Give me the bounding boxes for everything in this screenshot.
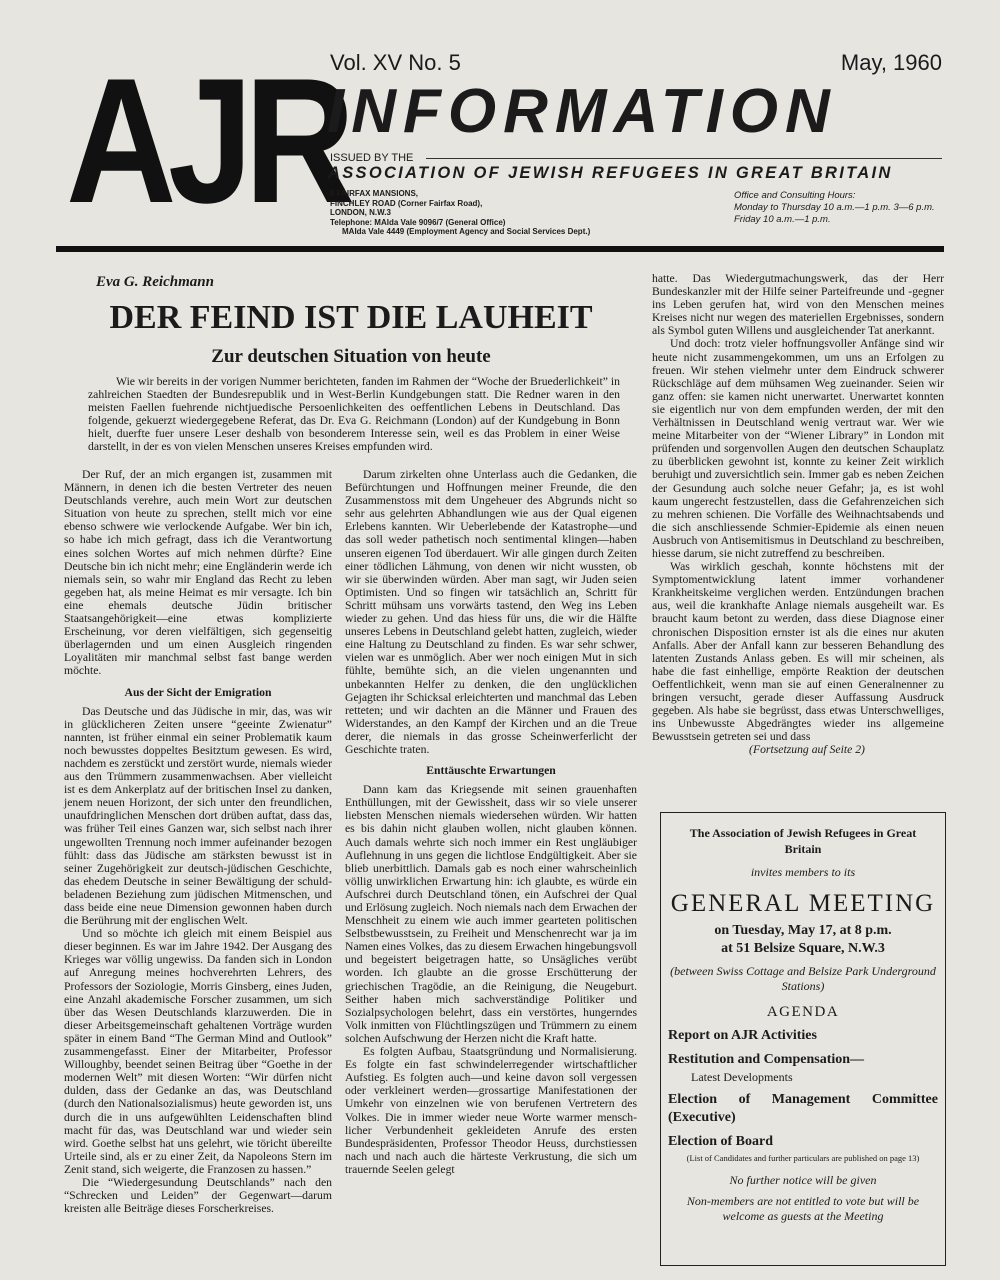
notice-date: on Tuesday, May 17, at 8 p.m. bbox=[714, 923, 892, 938]
issued-rule bbox=[426, 158, 942, 159]
article-byline: Eva G. Reichmann bbox=[96, 274, 214, 290]
masthead-rule bbox=[56, 246, 944, 252]
office-address bbox=[330, 189, 670, 237]
agenda-item: Restitution and Compensation— bbox=[668, 1052, 865, 1067]
article-column-2 bbox=[345, 468, 637, 1176]
notice-no-further: No further notice will be given bbox=[729, 1173, 877, 1187]
paragraph: Die “Wiedergesundung Deutschlands” nach den “Schrecken und Leiden” der Gegenwart—darum kreisten alle Beiträge dieses Forscherkreises. bbox=[64, 1175, 332, 1216]
notice-association: The Association of Jewish Refugees in Great Britain bbox=[689, 826, 917, 856]
article-column-3 bbox=[652, 272, 944, 756]
general-meeting-notice bbox=[660, 812, 946, 1266]
address-line: MAIda Vale 4449 (Employment Agency and Social Services Dept.) bbox=[342, 227, 591, 236]
volume-number: Vol. XV No. 5 bbox=[330, 50, 461, 75]
office-hours bbox=[734, 190, 935, 226]
paragraph: Und doch: trotz vieler hoffnungsvoller Anfänge sind wir heute nicht zusammengekommen, um uns an Erfolgen zu freuen. Wir stehen vielmehr unter dem Eindruck schwerer Rückschläge auf dem mühsamen Weg zueinander. Seien wir ganz offen: sie kamen nicht unerwartet. Unerwartet konnten sie eigentlich nur von dem empfunden werden, der mit den Verhältnissen in Deutschland wenig vertraut war. Wer wie meine Mitarbeiter von der “Wiener Library” in London mit prüfenden und sorgenvollen Augen den deutschen Schauplatz zu überblicken gewohnt ist, konnte zu keiner Zeit wirklich beruhigt und zuversichtlich sein. Immer gab es neben Zeichen der Gesundung auch solche neuer Gefahr; ja, es ist wohl kaum ungerecht festzustellen, dass die Gefahrenzeichen sich zu mehren schienen. Die Vorfälle des Weihnachtsabends und die sich anschliessende Schmier-Epidemie als einen neuen Ausbruch von Antisemitismus in Deutschland zu beschreiben, hiesse darum, sie nicht zutreffend zu beschreiben. bbox=[652, 337, 944, 560]
agenda-item: Election of Board bbox=[668, 1134, 773, 1149]
article-intro: Wie wir bereits in der vorigen Nummer berichteten, fanden im Rahmen der “Woche der Bruederlichkeit” in zahlreichen Staedten der Bundesrepublik und in West-Berlin Kundgebungen statt. Die Redner waren in den meisten Faellen fuehrende nichtjuedische Persoenlichkeiten des oeffentlichen Lebens in Deutschland. Das folgende, gekuerzt wiedergegebene Referat, das Dr. Eva G. Reichmann (London) auf der Kundgebung in Bonn hielt, duerfte fuer unsere Leser deshalb von besonderem Interesse sein, weil es das Problem in einer Weise darstellt, in der es von vielen Menschen unseres Kreises empfunden wird. bbox=[88, 375, 620, 453]
paragraph: Der Ruf, der an mich ergangen ist, zusammen mit Männern, in denen ich die besten Vertreter des neuen Deutschlands verehre, auch mein Wort zur deutschen Situation von heute zu sprechen, stellt mich vor eine ebenso schwere wie verlockende Aufgabe. Wer bin ich, so habe ich mich gefragt, dass ich die Verantwortung eines solchen Wortes auf mich nehmen dürfte? Eine Deutsche bin ich nicht mehr; eine Engländerin werde ich niemals sein, so wahr mir England das Recht zu leben gegeben hat, als meine Heimat es mir versagte. Ich bin eine ehemals deutsche Jüdin britischer Staatsangehörigkeit—eine etwas komplizierte Erscheinung, vor deren vielfältigen, sich gegenseitig überlagernden und um einen Ausgleich ringenden Loyalitäten mir manchmal selbst fast bange werden möchte. bbox=[64, 468, 332, 678]
address-line: Telephone: MAIda Vale 9096/7 (General Office) bbox=[330, 217, 506, 227]
paragraph: Es folgten Aufbau, Staatsgründung und Normalisierung. Es folgte ein fast schwindelerregender wirtschaftlicher Aufstieg. Es folgten auch—und keine davon soll vergessen oder verkleinert werden—grossartige Manifestationen der Umkehr von einzelnen wie von berufenen Vertretern des Volkes. Die in immer wieder neue Worte warmer menschlicher Verbundenheit gekleideten Anrufe des ersten Bundespräsidenten, Professor Theodor Heuss, durchstiessen nach und nach auch die härteste Verkrustung, die sich um trauernde Seelen gelegt bbox=[345, 1045, 637, 1176]
agenda-item: Election of Management Committee (Executive) bbox=[668, 1092, 938, 1125]
article-subheadline: Zur deutschen Situation von heute bbox=[211, 346, 491, 367]
section-heading: Enttäuschte Erwartungen bbox=[426, 764, 556, 778]
notice-title: GENERAL MEETING bbox=[670, 890, 936, 917]
hours-line: Friday 10 a.m.—1 p.m. bbox=[734, 214, 831, 225]
paragraph: Das Deutsche und das Jüdische in mir, das, was wir in glücklicheren Zeiten unsere “geeinte Zwienatur” nannten, ist früher einmal ein seiner Problematik kaum noch bewusstes doppeltes Besitztum gewesen. Es wird, nachdem es zerstückt und zerstört wurde, niemals wieder aus den Trümmern zusammenwachsen. Aber vielleicht ist es dem Ankerplatz auf der britischen Insel zu danken, jenem neuen Horizont, der sich unter den freundlichen, unaufdringlichen Menschen dort drüben auftat, dass das, was früher Teil eines Ganzen war, sich selbst nach ihrer ungewollten Trennung noch immer aufeinander bezogen fühlt: dass das Jüdische am stärksten bewusst ist in seiner Zugehörigkeit zur deutsch-jüdischen Geschichte, das ehedem Deutsche in seiner Bewältigung der schuldbeladenen Beziehung zum jüdischen Mitmenschen, und dass beide eine neue Dimension gewonnen haben durch die Berührung mit der englischen Welt. bbox=[64, 704, 332, 928]
paragraph: Was wirklich geschah, konnte höchstens mit der Symptomentwicklung latent immer vorhandener Krankheitskeime verglichen werden. Entzündungen brachen aus, weil die krankhafte Anlage niemals ausgeheilt war. Es braucht kaum betont zu werden, dass diese Diagnose einer chronischen Disposition ernster ist als die eines nur akuten Anfalls. Aber der Anfall kann zur besseren Behandlung des latenten Zustands Anlass geben. Es will mir scheinen, als habe die fast einhellige, empörte Reaktion der deutschen Oeffentlichkeit, wenn man sie auf einen Generalnenner zu bringen versucht, gerade dieser Auffassung Ausdruck gegeben. Als habe sie begrüsst, dass etwas Unterschwelliges, ins Unbewusste Abgedrängtes wieder ins allgemeine Bewusstsein getreten sei und dass bbox=[652, 560, 944, 744]
notice-venue: at 51 Belsize Square, N.W.3 bbox=[721, 941, 885, 956]
article-column-1 bbox=[64, 468, 332, 1215]
address-line: 8 FAIRFAX MANSIONS, bbox=[330, 189, 419, 198]
notice-invites: invites members to its bbox=[750, 865, 856, 879]
issued-by: ISSUED BY THE bbox=[330, 152, 414, 164]
issue-date: May, 1960 bbox=[840, 50, 942, 75]
agenda-subitem: Latest Developments bbox=[691, 1070, 793, 1084]
address-line: LONDON, N.W.3 bbox=[330, 208, 391, 217]
paragraph: Dann kam das Kriegsende mit seinen grauenhaften Enthüllungen, mit der Gewissheit, dass wir so viele unserer liebsten Menschen niemals wiedersehen würden. Wir hatten es bis dahin nicht glauben wollen, nicht glauben können. Auch damals wehrte sich noch immer ein Rest ungläubiger Auflehnung in uns gegen die lichtlose Endgültigkeit. Aber sie blieb unerbittlich. Damals gab es noch einer wahrscheinlich völlig unwirklichen Erwartung hin: ich glaubte, es würde ein Aufschrei durch Deutschland tönen, ein Aufschrei der Qual und Erlösung zugleich. Noch niemals nach dem Erwachen der Menschheit zu einem wie auch immer gearteten politischen Selbstbewusstsein, zu Freiheit und Menschenrecht war ja im Namen eines Volkes, das zu diesem Erwachen hingebungsvoll und begeistert beigetragen hatte, so Unsägliches verübt worden. Ich glaubte an die grosse Erschütterung der griechischen Tragödie, an die Reinigung, die Neugeburt. Seither haben mich sachverständige Politiker und Sozialpsychologen belehrt, dass ein verstörtes, hungerndes Volk inmitten von Flüchtlingszügen und Trümmern zu einem solchen Aufschwung der Herzen nicht die Kraft hatte. bbox=[345, 783, 637, 1045]
paragraph: Und so möchte ich gleich mit einem Beispiel aus dieser beginnen. Es war im Jahre 1942. Der Ausgang des Krieges war völlig ungewiss. Da fanden sich in London auf Anregung meines hochverehrten Lehrers, des Professors der Soziologie, Morris Ginsberg, eines Juden, eine Anzahl akademische Forscher zusammen, um sich über das Wesen Deutschlands klarzuwerden. Die in dieser Arbeitsgemeinschaft gehaltenen Vorträge wurden später in einem Band “The German Mind and Outlook” zusammengefasst. Einer der Mitarbeiter, Professor Willoughby, beendet seinen Beitrag über “Goethe in der modernen Welt” mit diesen Worten: “Wir dürfen nicht dulden, dass der Gedanke an das, was Deutschland (durch den Nationalsozialismus) heute geworden ist, uns durch die in uns aufgewühlten Leidenschaften blind macht für das, was Deutschland war und wieder sein wird. Goethe selbst hat uns gelehrt, wie töricht übereilte Urteile sind, als er zu einer Zeit, da Napoleons Stern im Zenit stand, sich weigerte, die Franzosen zu hassen.” bbox=[64, 927, 332, 1176]
address-line: FINCHLEY ROAD (Corner Fairfax Road), bbox=[330, 198, 483, 208]
notice-directions: (between Swiss Cottage and Belsize Park Underground Stations) bbox=[670, 964, 936, 993]
agenda-item: Report on AJR Activities bbox=[668, 1028, 817, 1043]
notice-non-members: Non-members are not entitled to vote but will be welcome as guests at the Meeting bbox=[686, 1194, 920, 1223]
masthead-title: INFORMATION bbox=[327, 77, 837, 146]
agenda-note: (List of Candidates and further particulars are published on page 13) bbox=[686, 1153, 920, 1163]
article-headline: DER FEIND IST DIE LAUHEIT bbox=[109, 299, 593, 336]
hours-title: Office and Consulting Hours: bbox=[734, 190, 856, 201]
hours-line: Monday to Thursday 10 a.m.—1 p.m. 3—6 p.m. bbox=[734, 202, 935, 213]
agenda-heading: AGENDA bbox=[766, 1004, 840, 1020]
section-heading: Aus der Sicht der Emigration bbox=[124, 685, 272, 699]
paragraph: hatte. Das Wiedergutmachungswerk, das der Herr Bundeskanzler mit der Hilfe seiner Parteifreunde und -gegner ins Leben gerufen hat, wird von den Menschen meines Kreises nicht nur wegen des materiellen Ergebnisses, sondern als Symbol guten Willens und ausgleichender Tat anerkannt. bbox=[652, 272, 944, 338]
continued-note: (Fortsetzung auf Seite 2) bbox=[749, 743, 865, 757]
association-name: ASSOCIATION OF JEWISH REFUGEES IN GREAT BRITAIN bbox=[328, 164, 893, 182]
ajr-logo: AJR bbox=[66, 41, 347, 240]
paragraph: Darum zirkelten ohne Unterlass auch die Gedanken, die Befürchtungen und Hoffnungen meiner Freunde, die den Zusammenstoss mit dem Ungeheuer des Abgrunds nicht so sehr aus gelehrten Abhandlungen wie aus der Qual eigenen Erlebens kannten. Wir Ueberlebende der Katastrophe—und das soll weder pathetisch noch sentimental klingen—haben unseren eigenen Tod überdauert. Wir alle gingen durch Zeiten einer tödlichen Lähmung, von denen wir nicht wussten, ob wir sie überwinden würden. Aber man sagt, wir Juden seien Optimisten. Und so fingen wir tatsächlich an, Schritt für Schritt mühsam uns vorwärts tastend, den Weg ins Leben wieder zu gehen. Und das hiess für uns, die wir die Hälfte unseres Lebens in Deutschland gelebt hatten, zugleich, wieder eine Haltung zu Deutschland zu finden. Es war sehr schwer, vielen war es unmöglich. Aber wer noch einigen Mut in sich fühlte, bemühte sich, an die vielen ungenannten und unbekannten Helfer zu denken, die den unglücklichen Gejagten ihr Schicksal erleichterten und manchmal das Leben retteten; und wir dachten an die Männer und Frauen des Widerstandes, an den Kampf der Kirchen und an die Treue derer, die niemals in das grosse Scheinwerferlicht der Geschichte traten. bbox=[345, 468, 637, 756]
